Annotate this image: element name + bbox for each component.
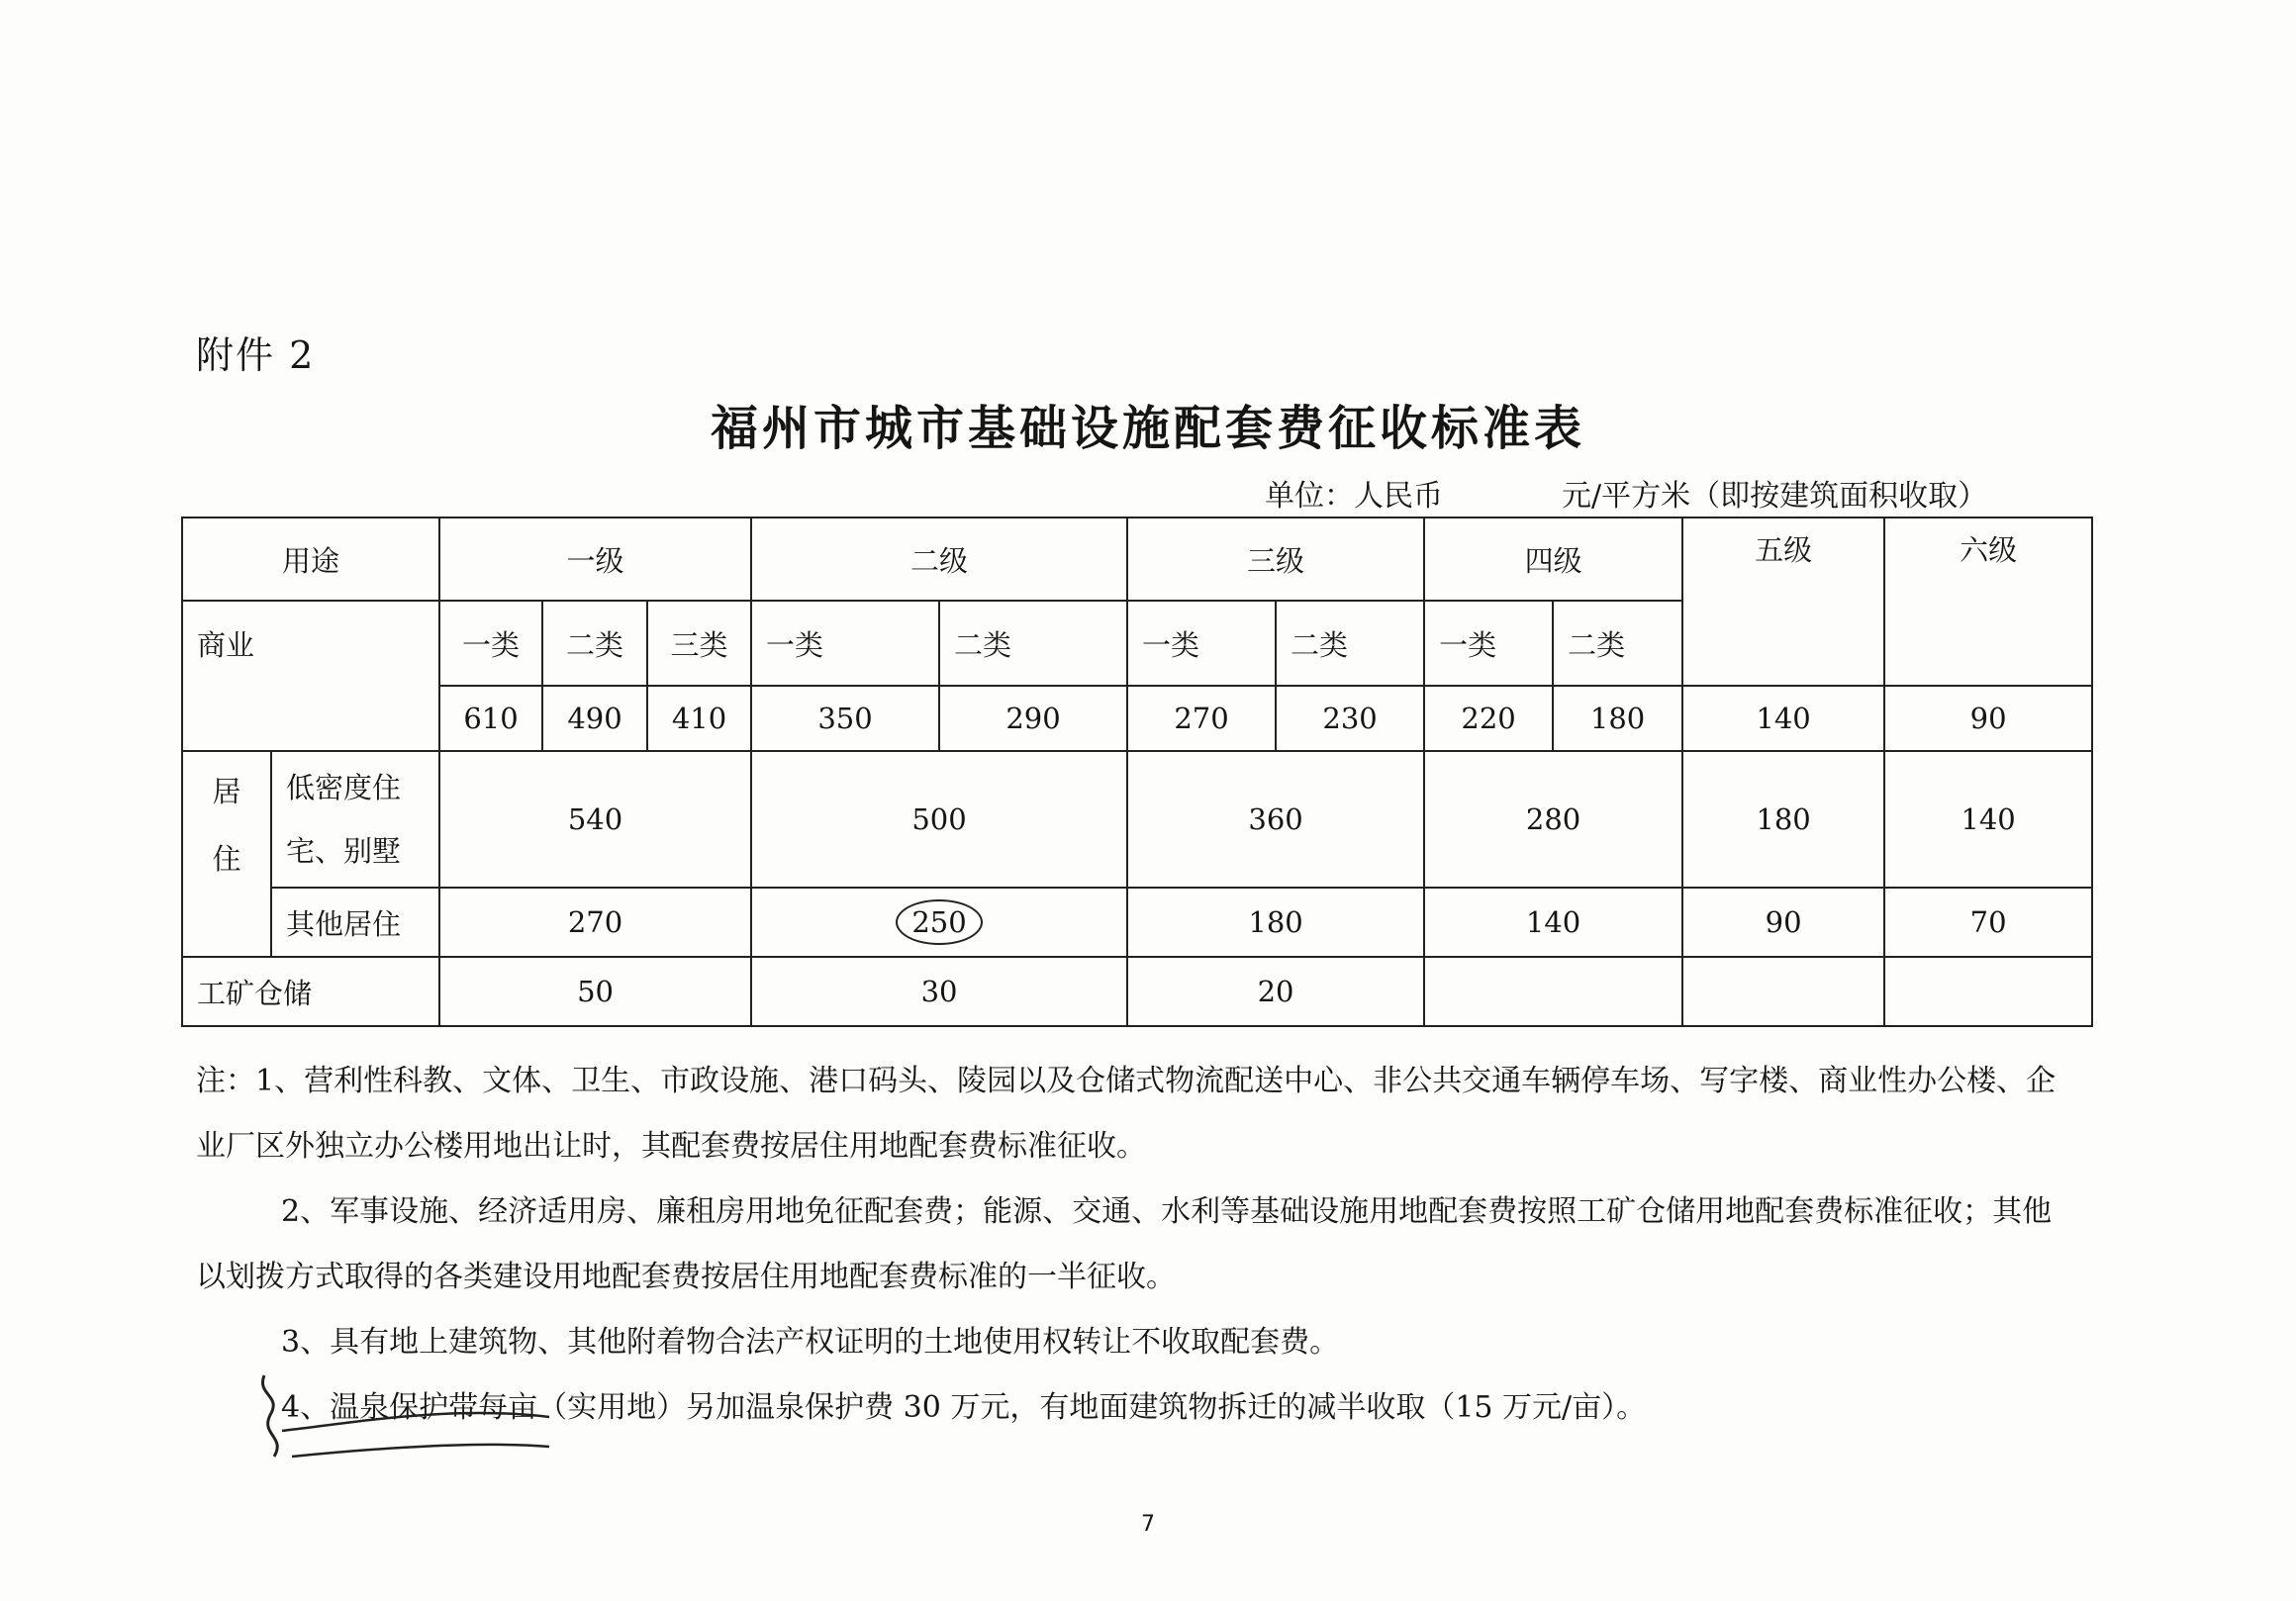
- header-grade-1: 一级: [439, 518, 751, 601]
- industrial-label: 工矿仓储: [182, 957, 439, 1026]
- value-cell: 20: [1127, 957, 1424, 1026]
- value-cell: 270: [1127, 686, 1276, 751]
- note-3: 3、具有地上建筑物、其他附着物合法产权证明的土地使用权转让不收取配套费。: [281, 1325, 1340, 1360]
- class-cell: 二类: [542, 601, 647, 686]
- commercial-label: 商业: [182, 601, 439, 751]
- value-cell: 90: [1884, 686, 2092, 751]
- class-cell: 一类: [751, 601, 939, 686]
- header-grade-4: 四级: [1424, 518, 1682, 601]
- note-1: 注：1、营利性科教、文体、卫生、市政设施、港口码头、陵园以及仓储式物流配送中心、非公共交通车辆停车场、写字楼、商业性办公楼、企业厂区外独立办公楼用地出让时，其配套费按居住用地配套费标准征收。: [196, 1064, 2057, 1164]
- other-residential-label: 其他居住: [271, 888, 439, 957]
- value-cell: 500: [751, 751, 1127, 888]
- handwritten-mark: [262, 1375, 277, 1457]
- value-cell: 610: [439, 686, 542, 751]
- commercial-value-row: [182, 686, 2092, 751]
- value-cell: 50: [439, 957, 751, 1026]
- value-cell: 220: [1424, 686, 1553, 751]
- residential-label: [182, 751, 271, 957]
- value-cell: 140: [1424, 888, 1682, 957]
- header-grade-2: 二级: [751, 518, 1127, 601]
- low-density-label-line: 宅、别墅: [286, 834, 402, 868]
- class-cell: 三类: [647, 601, 751, 686]
- value-cell: 490: [542, 686, 647, 751]
- unit-line: [1265, 471, 1987, 515]
- header-grade-5: 五级: [1682, 518, 1884, 686]
- value-cell: 180: [1682, 751, 1884, 888]
- class-cell: 一类: [1127, 601, 1276, 686]
- value-cell: 140: [1682, 686, 1884, 751]
- value-cell: 180: [1553, 686, 1682, 751]
- handwritten-annotation: [252, 1366, 579, 1474]
- value-cell: [1682, 957, 1884, 1026]
- header-row: [182, 518, 2092, 601]
- note-2: 2、军事设施、经济适用房、廉租房用地免征配套费；能源、交通、水利等基础设施用地配套费按照工矿仓储用地配套费标准征收；其他以划拨方式取得的各类建设用地配套费按居住用地配套费标准的一半征收。: [196, 1194, 2053, 1294]
- industrial-row: [182, 957, 2092, 1026]
- other-residential-row: [182, 888, 2092, 957]
- low-density-row: [182, 751, 2092, 888]
- unit-measure: 元/平方米（即按建筑面积收取）: [1562, 479, 1988, 514]
- circled-value: 250: [896, 899, 982, 945]
- value-cell: 350: [751, 686, 939, 751]
- class-cell: 二类: [1276, 601, 1424, 686]
- value-cell: [1424, 957, 1682, 1026]
- note-4: 4、温泉保护带每亩（实用地）另加温泉保护费 30 万元，有地面建筑物拆迁的减半收取（15 万元/亩）。: [281, 1390, 1647, 1425]
- fee-standard-table: [181, 517, 2093, 1027]
- handwritten-underline: [292, 1445, 549, 1457]
- value-cell: [751, 888, 1127, 957]
- value-cell: 180: [1127, 888, 1424, 957]
- class-cell: 一类: [1424, 601, 1553, 686]
- value-cell: 280: [1424, 751, 1682, 888]
- header-use: 用途: [182, 518, 439, 601]
- value-cell: 140: [1884, 751, 2092, 888]
- value-cell: 230: [1276, 686, 1424, 751]
- value-cell: 540: [439, 751, 751, 888]
- class-cell: 二类: [1553, 601, 1682, 686]
- low-density-label: [271, 751, 439, 888]
- class-cell: 二类: [939, 601, 1127, 686]
- value-cell: 410: [647, 686, 751, 751]
- value-cell: [1884, 957, 2092, 1026]
- residential-label-line: 居: [212, 775, 241, 808]
- class-cell: 一类: [439, 601, 542, 686]
- value-cell: 30: [751, 957, 1127, 1026]
- attachment-label: 附件 2: [196, 333, 316, 377]
- value-cell: 270: [439, 888, 751, 957]
- handwritten-underline: [282, 1413, 549, 1431]
- document-title: 福州市城市基础设施配套费征收标准表: [710, 401, 1585, 456]
- header-grade-6: 六级: [1884, 518, 2092, 686]
- page-number: 7: [1141, 1512, 1155, 1537]
- low-density-label-line: 低密度住: [286, 771, 402, 804]
- value-cell: 90: [1682, 888, 1884, 957]
- unit-currency: 单位：人民币: [1265, 479, 1443, 514]
- value-cell: 290: [939, 686, 1127, 751]
- residential-label-line: 住: [212, 842, 241, 876]
- value-cell: 360: [1127, 751, 1424, 888]
- header-grade-3: 三级: [1127, 518, 1424, 601]
- value-cell: 70: [1884, 888, 2092, 957]
